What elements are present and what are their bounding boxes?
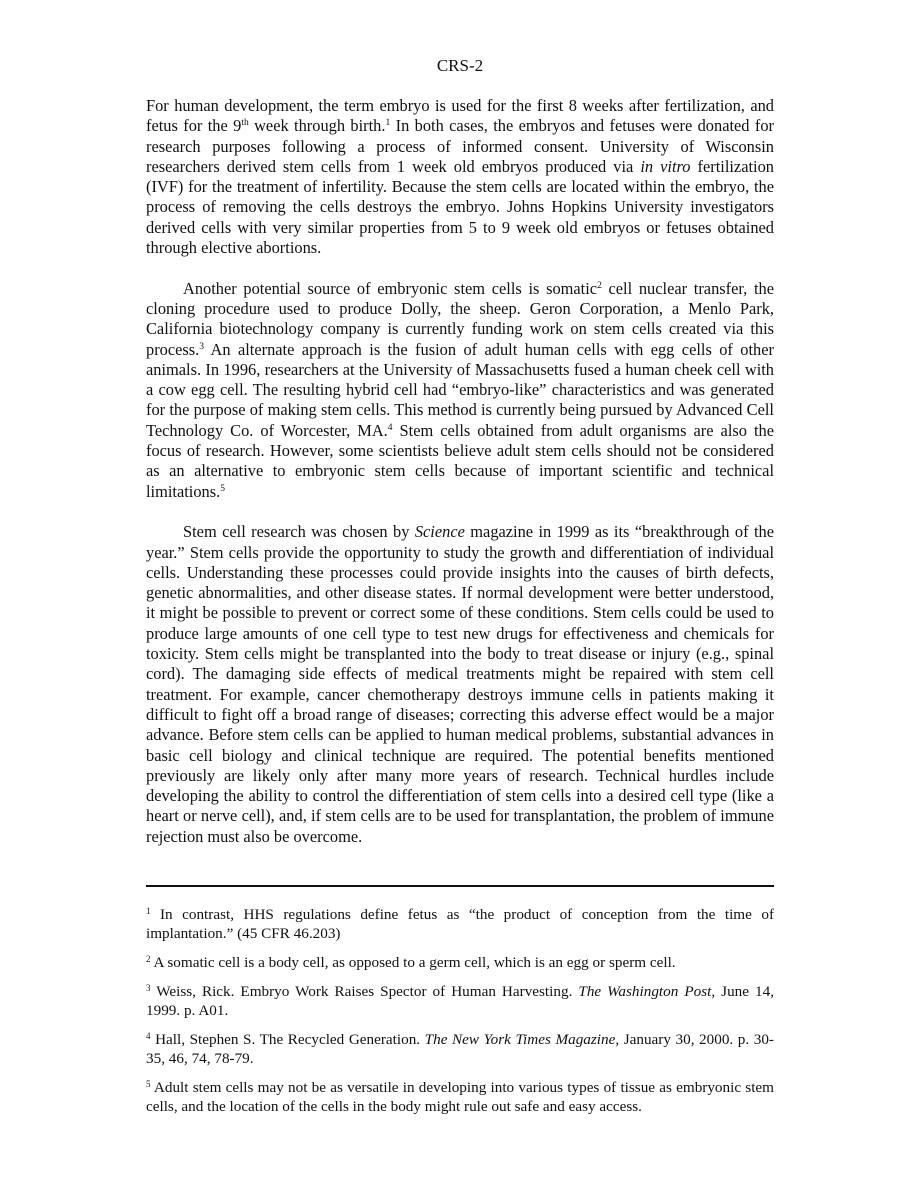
- footnote-reference: 5: [220, 483, 225, 494]
- body-text: [146, 96, 774, 867]
- italic-text: The Washington Post: [578, 983, 712, 1000]
- page-number: CRS-2: [436, 56, 484, 75]
- footnote-number: 1: [146, 906, 151, 916]
- text-run: A somatic cell is a body cell, as opposed to a germ cell, which is an egg or sperm cell.: [150, 954, 676, 971]
- footnote-reference: 2: [597, 280, 602, 291]
- footnote: [146, 953, 774, 972]
- footnote-reference: 3: [199, 341, 205, 352]
- text-run: week through birth.: [248, 116, 386, 136]
- footnote-number: 2: [146, 954, 151, 964]
- text-run: For human development, the term embryo is used for the first 8 weeks after fertilization, and fetus for the 9: [146, 96, 774, 136]
- text-run: magazine in 1999 as its “breakthrough of the year.” Stem cells provide the opportunity to study the growth and differentiation of individual cells. Understanding these processes could provide insights into the causes of birth defects, genetic abnormalities, and other disease states. If normal development were better understood, it might be possible to prevent or correct some of these conditions. Stem cells could be used to produce large amounts of one cell type to test new drugs for effectiveness and chemicals for toxicity. Stem cells might be transplanted into the body to treat disease or injury (e.g., spinal cord). The damaging side effects of medical treatments might be repaired with stem cell treatment. For example, cancer chemotherapy destroys immune cells in patients making it difficult to fight off a broad range of diseases; correcting this adverse effect would be a major advance. Before stem cells can be applied to human medical problems, substantial advances in basic cell biology and clinical technique are required. The potential benefits mentioned previously are likely only after many more years of research. Technical hurdles include developing the ability to control the differentiation of stem cells into a desired cell type (like a heart or nerve cell), and, if stem cells are to be used for transplantation, the problem of immune rejection must also be overcome.: [146, 522, 774, 846]
- text-run: Stem cells obtained from adult organisms are also the focus of research. However, some scientists believe adult stem cells should not be considered as an alternative to embryonic stem cells because of important scientific and technical limitations.: [146, 420, 775, 501]
- text-run: , January 30, 2000. p. 30-35, 46, 74, 78-79.: [146, 1031, 774, 1067]
- text-run: Weiss, Rick. Embryo Work Raises Spector of Human Harvesting.: [150, 983, 579, 1000]
- footnote: [146, 905, 774, 943]
- footnote: [146, 982, 774, 1020]
- text-run: cell nuclear transfer, the cloning procedure used to produce Dolly, the sheep. Geron Corporation, a Menlo Park, California biotechnology company is currently funding work on stem cells created via this process.: [146, 278, 774, 359]
- text-run: In both cases, the embryos and fetuses were donated for research purposes following a process of informed consent. University of Wisconsin researchers derived stem cells from 1 week old embryos produced via: [146, 116, 774, 176]
- italic-text: Science: [414, 522, 465, 542]
- footnote: [146, 1030, 774, 1068]
- text-run: , June 14, 1999. p. A01.: [146, 983, 775, 1019]
- text-run: An alternate approach is the fusion of adult human cells with egg cells of other animals. In 1996, researchers at the University of Massachusetts fused a human cheek cell with a cow egg cell. The resulting hybrid cell had “embryo-like” characteristics and was generated for the purpose of making stem cells. This method is currently being pursued by Advanced Cell Technology Co. of Worcester, MA.: [146, 339, 774, 440]
- footnote-reference: 1: [385, 118, 391, 129]
- text-run: Hall, Stephen S. The Recycled Generation.: [150, 1031, 425, 1048]
- footnote-reference: 4: [387, 422, 393, 433]
- body-paragraph: [146, 279, 774, 502]
- text-run: In contrast, HHS regulations define fetus as “the product of conception from the time of implantation.” (45 CFR 46.203): [146, 906, 774, 942]
- body-paragraph: [146, 96, 774, 258]
- footnote-number: 4: [146, 1031, 151, 1041]
- footnote: [146, 1078, 774, 1116]
- body-paragraph: [146, 522, 774, 847]
- text-run: fertilization (IVF) for the treatment of infertility. Because the stem cells are located within the embryo, the process of removing the cells destroys the embryo. Johns Hopkins University investigators derived cells with very similar properties from 5 to 9 week old embryos or fetuses obtained through elective abortions.: [146, 156, 774, 258]
- page-header: [0, 56, 920, 76]
- text-run: Stem cell research was chosen by: [183, 522, 415, 542]
- footnote-divider: [146, 885, 774, 887]
- italic-text: The New York Times Magazine: [424, 1031, 616, 1048]
- italic-text: in vitro: [640, 156, 691, 176]
- footnote-number: 5: [146, 1079, 151, 1089]
- footnotes: [146, 905, 774, 1126]
- footnote-number: 3: [146, 983, 151, 993]
- footnote-reference: th: [241, 118, 249, 129]
- text-run: Adult stem cells may not be as versatile in developing into various types of tissue as embryonic stem cells, and the location of the cells in the body might rule out safe and easy access.: [146, 1079, 774, 1115]
- text-run: Another potential source of embryonic stem cells is somatic: [183, 278, 598, 298]
